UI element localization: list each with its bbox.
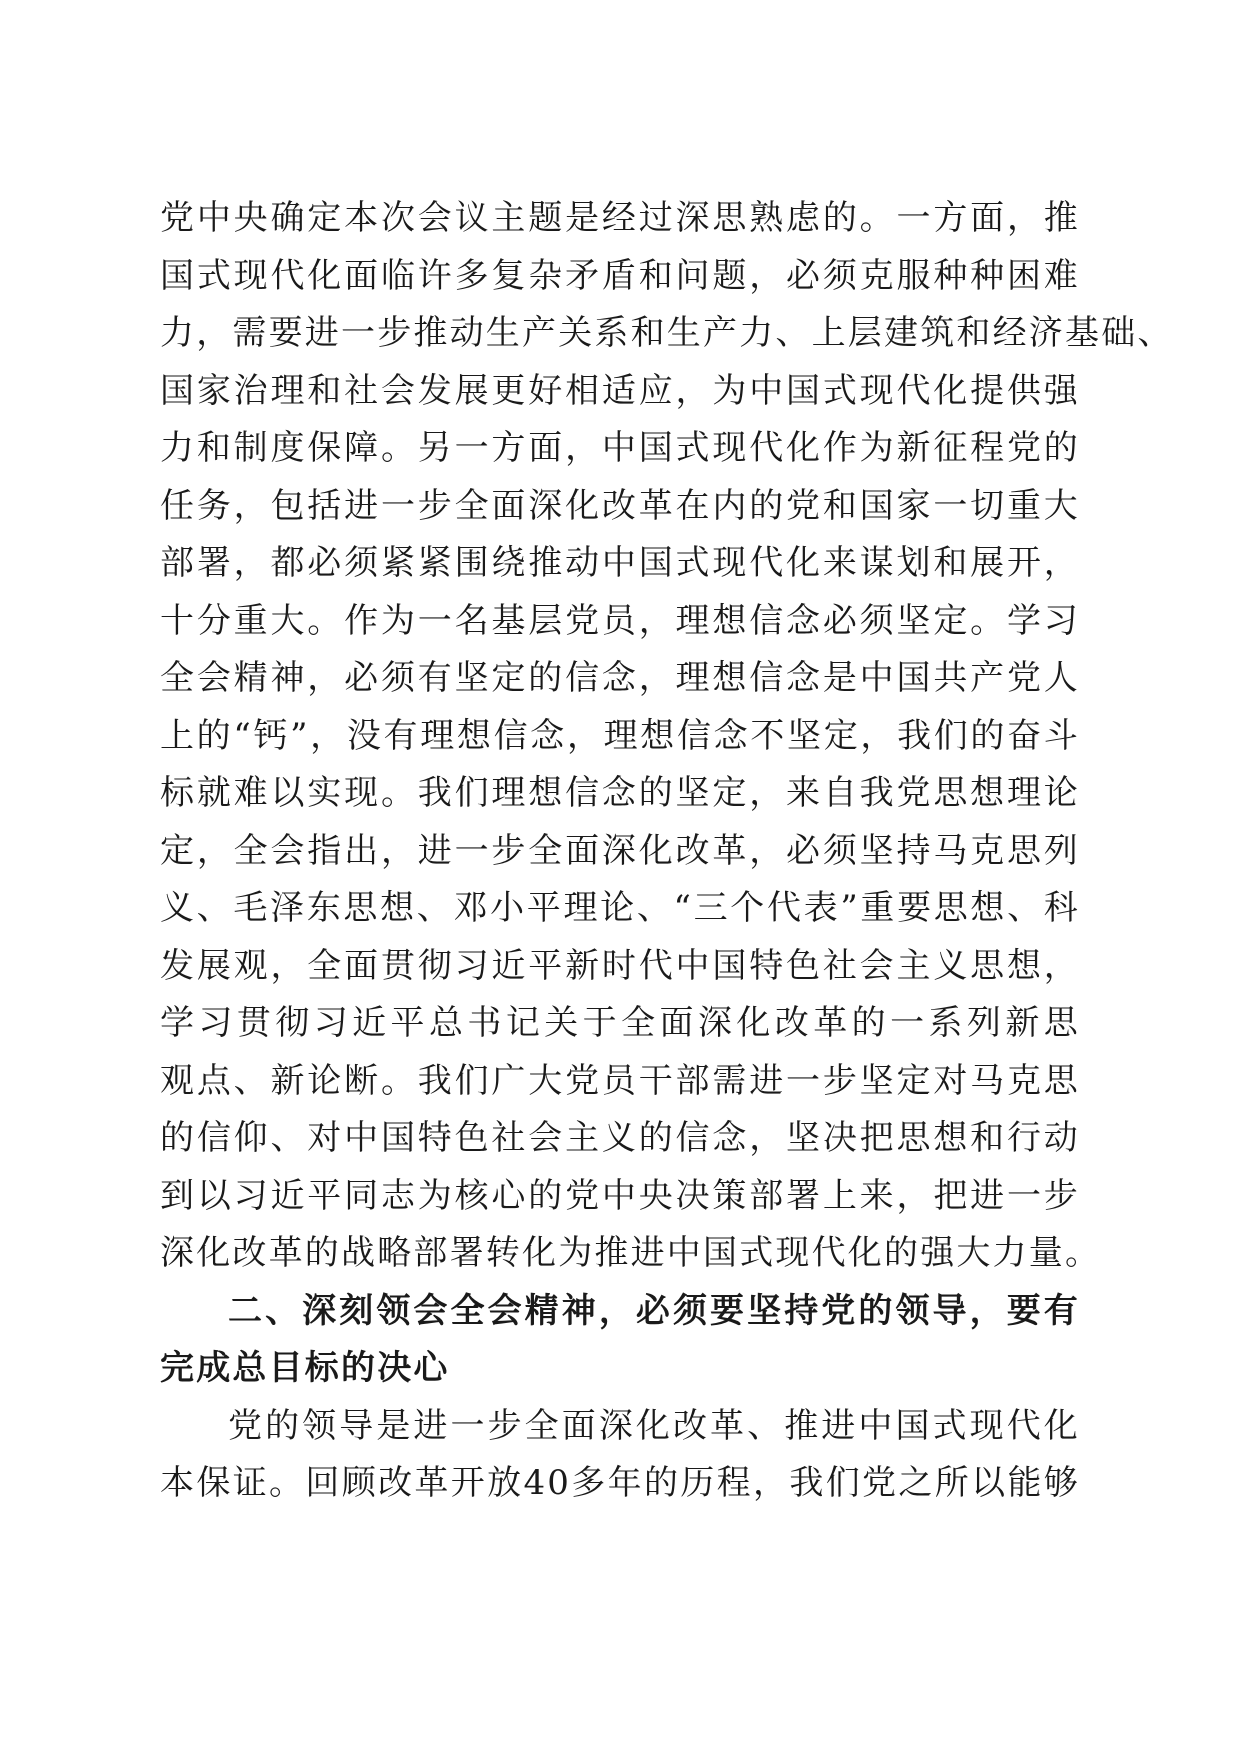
paragraph-1-line-5: 力和制度保障。另一方面，中国式现代化作为新征程党的	[160, 428, 1080, 468]
paragraph-1-line-8: 十分重大。作为一名基层党员，理想信念必须坚定。学习	[160, 600, 1080, 641]
paragraph-1-line-17: 的信仰、对中国特色社会主义的信念，坚决把思想和行动	[160, 1118, 1080, 1158]
paragraph-1-line-15: 学习贯彻习近平总书记关于全面深化改革的一系列新思	[160, 1003, 1080, 1043]
paragraph-1-line-11: 标就难以实现。我们理想信念的坚定，来自我党思想理论	[160, 773, 1080, 813]
paragraph-1-line-2: 国式现代化面临许多复杂矛盾和问题，必须克服种种困难	[160, 255, 1080, 296]
paragraph-1-line-14: 发展观，全面贯彻习近平新时代中国特色社会主义思想，	[160, 945, 1080, 986]
paragraph-2-line-2: 本保证。回顾改革开放40多年的历程，我们党之所以能够	[160, 1463, 1080, 1503]
paragraph-1-line-3: 力，需要进一步推动生产关系和生产力、上层建筑和经济基础、	[160, 313, 1174, 353]
document-body	[160, 190, 1174, 1513]
paragraph-2-line-1: 党的领导是进一步全面深化改革、推进中国式现代化	[228, 1405, 1080, 1446]
paragraph-1-line-12: 定，全会指出，进一步全面深化改革，必须坚持马克思列	[160, 830, 1080, 871]
paragraph-1-line-9: 全会精神，必须有坚定的信念，理想信念是中国共产党人	[160, 658, 1080, 698]
section-heading-line-2: 完成总目标的决心	[160, 1348, 450, 1388]
paragraph-1-line-1: 党中央确定本次会议主题是经过深思熟虑的。一方面，推	[160, 198, 1080, 238]
paragraph-1-line-18: 到以习近平同志为核心的党中央决策部署上来，把进一步	[160, 1175, 1080, 1216]
paragraph-1-line-13: 义、毛泽东思想、邓小平理论、“三个代表”重要思想、科	[160, 888, 1080, 928]
paragraph-1-line-6: 任务，包括进一步全面深化改革在内的党和国家一切重大	[160, 485, 1080, 526]
paragraph-1-line-4: 国家治理和社会发展更好相适应，为中国式现代化提供强	[160, 370, 1080, 411]
paragraph-1-line-10: 上的“钙”，没有理想信念，理想信念不坚定，我们的奋斗	[160, 715, 1080, 756]
section-heading-line-1: 二、深刻领会全会精神，必须要坚持党的领导，要有	[228, 1290, 1080, 1331]
paragraph-1-line-16: 观点、新论断。我们广大党员干部需进一步坚定对马克思	[160, 1060, 1080, 1101]
paragraph-1-line-7: 部署，都必须紧紧围绕推动中国式现代化来谋划和展开，	[160, 543, 1080, 583]
paragraph-1-line-19: 深化改革的战略部署转化为推进中国式现代化的强大力量。	[160, 1233, 1102, 1273]
